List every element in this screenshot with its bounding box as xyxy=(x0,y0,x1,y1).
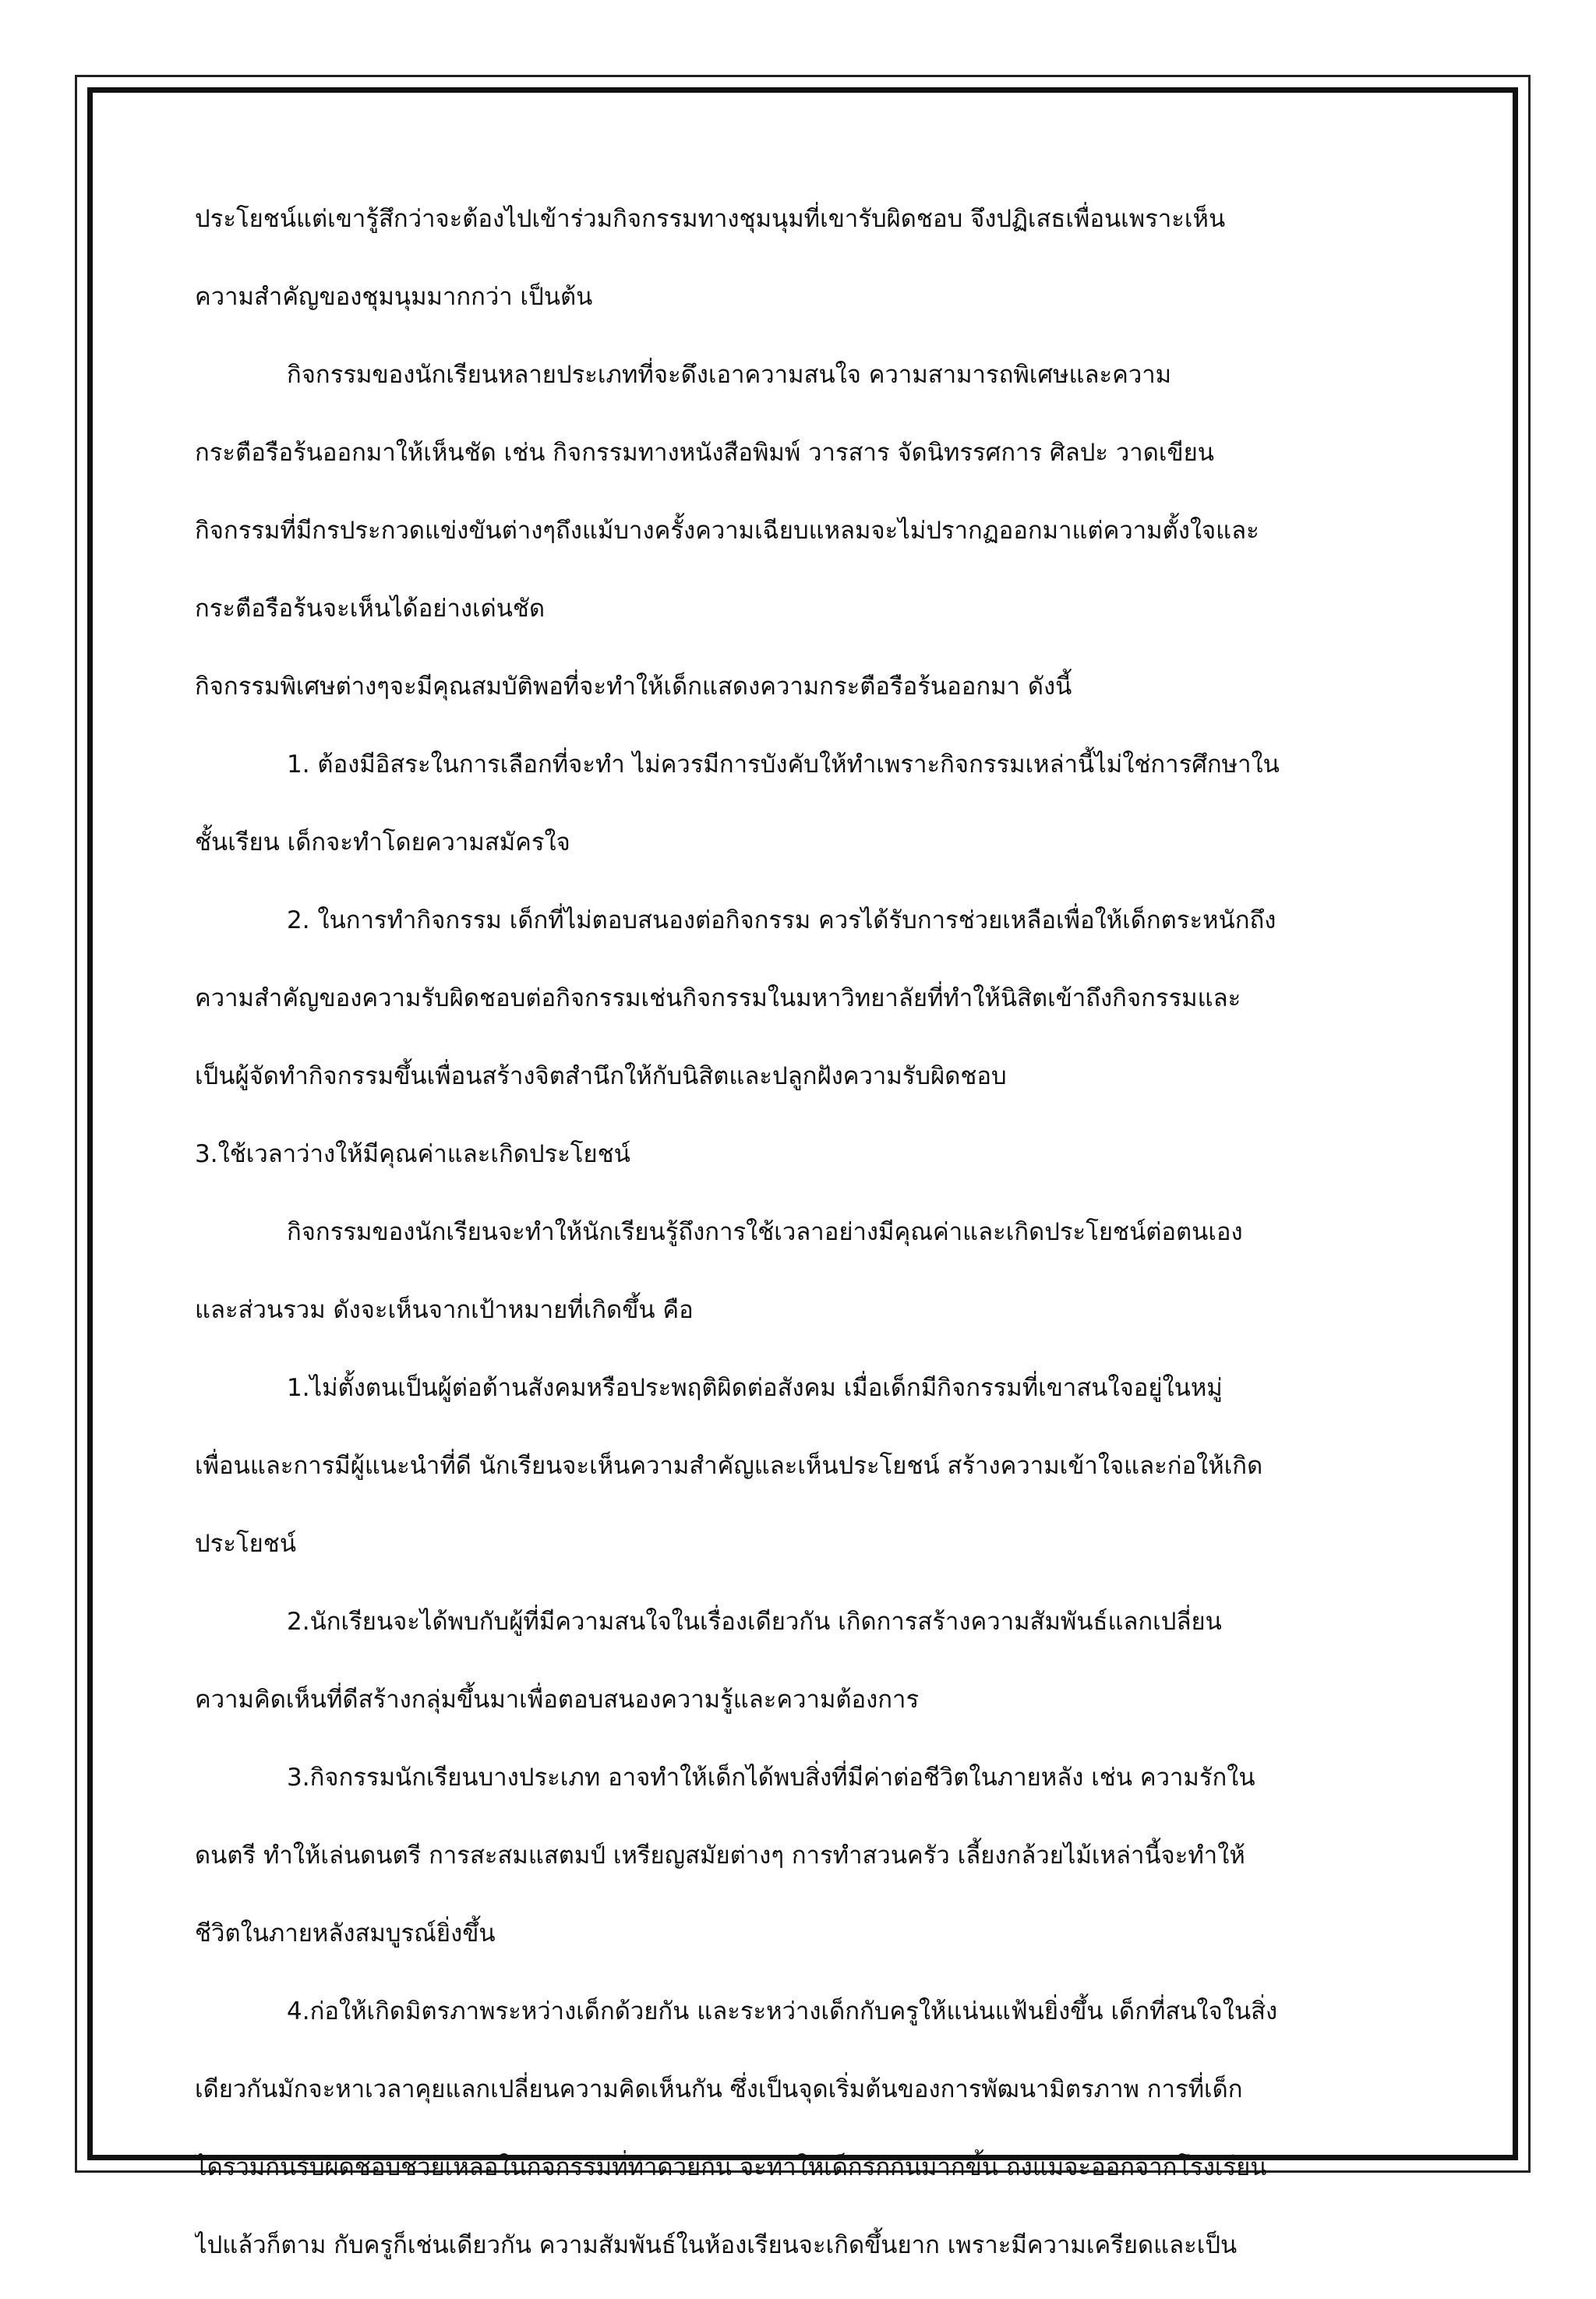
text-line: กระตือรือร้นออกมาให้เห็นชัด เช่น กิจกรรมทางหนังสือพิมพ์ วารสาร จัดนิทรรศการ ศิลปะ วาดเขียน xyxy=(195,439,1214,467)
text-line: ความคิดเห็นที่ดีสร้างกลุ่มขึ้นมาเพื่อตอบสนองความรู้และความต้องการ xyxy=(195,1686,920,1714)
text-line: ความสำคัญของความรับผิดชอบต่อกิจกรรมเช่นกิจกรรมในมหาวิทยาลัยที่ทำให้นิสิตเข้าถึงกิจกรรมและ xyxy=(195,984,1241,1012)
document-body xyxy=(195,195,1411,2299)
text-line: กิจกรรมพิเศษต่างๆจะมีคุณสมบัติพอที่จะทำให้เด็กแสดงความกระตือรือร้นออกมา ดังนี้ xyxy=(195,673,1072,701)
text-line: และส่วนรวม ดังจะเห็นจากเป้าหมายที่เกิดขึ้น คือ xyxy=(195,1296,694,1324)
text-line: เป็นผู้จัดทำกิจกรรมขึ้นเพื่อนสร้างจิตสำนึกให้กับนิสิตและปลูกฝังความรับผิดชอบ xyxy=(195,1062,1007,1090)
text-line: ชีวิตในภายหลังสมบูรณ์ยิ่งขึ้น xyxy=(195,1919,496,1948)
text-line: ดนตรี ทำให้เล่นดนตรี การสะสมแสตมป์ เหรียญสมัยต่างๆ การทำสวนครัว เลี้ยงกล้วยไม้เหล่านี้จะทำให้ xyxy=(195,1842,1245,1870)
text-line: กิจกรรมที่มีกรประกวดแข่งขันต่างๆถึงแม้บางครั้งความเฉียบแหลมจะไม่ปรากฏออกมาแต่ความตั้งใจและ xyxy=(195,517,1259,545)
text-line: 1. ต้องมีอิสระในการเลือกที่จะทำ ไม่ควรมีการบังคับให้ทำเพราะกิจกรรมเหล่านี้ไม่ใช่การศึกษาใน xyxy=(287,750,1280,779)
text-line: 1.ไม่ตั้งตนเป็นผู้ต่อต้านสังคมหรือประพฤติผิดต่อสังคม เมื่อเด็กมีกิจกรรมที่เขาสนใจอยู่ในหมู่ xyxy=(287,1374,1223,1402)
text-line: 2. ในการทำกิจกรรม เด็กที่ไม่ตอบสนองต่อกิจกรรม ควรได้รับการช่วยเหลือเพื่อให้เด็กตระหนักถึง xyxy=(287,906,1276,934)
text-line: 4.ก่อให้เกิดมิตรภาพระหว่างเด็กด้วยกัน และระหว่างเด็กกับครูให้แน่นแฟ้นยิ่งขึ้น เด็กที่สนใจในสิ่ง xyxy=(287,1997,1278,2025)
text-line: ไปแล้วก็ตาม กับครูก็เช่นเดียวกัน ความสัมพันธ์ในห้องเรียนจะเกิดขึ้นยาก เพราะมีความเครียดและเป็น xyxy=(195,2231,1238,2259)
text-line: กระตือรือร้นจะเห็นได้อย่างเด่นชัด xyxy=(195,595,546,623)
text-line: ความสำคัญของชุมนุมมากกว่า เป็นต้น xyxy=(195,283,593,311)
text-line: 3.ใช้เวลาว่างให้มีคุณค่าและเกิดประโยชน์ xyxy=(195,1140,630,1168)
text-line: 3.กิจกรรมนักเรียนบางประเภท อาจทำให้เด็กได้พบสิ่งที่มีค่าต่อชีวิตในภายหลัง เช่น ความรักใน xyxy=(287,1764,1255,1792)
text-line: เพื่อนและการมีผู้แนะนำที่ดี นักเรียนจะเห็นความสำคัญและเห็นประโยชน์ สร้างความเข้าใจและก่อให้เกิด xyxy=(195,1452,1263,1480)
text-line: ชั้นเรียน เด็กจะทำโดยความสมัครใจ xyxy=(195,828,570,856)
text-line: ได้ร่วมกันรับผิดชอบช่วยเหลือในกิจกรรมที่ทำด้วยกัน จะทำให้เด็กรักกันมากขึ้น ถึงแม้จะออกจากโรงเรียน xyxy=(195,2153,1267,2181)
text-line: ประโยชน์แต่เขารู้สึกว่าจะต้องไปเข้าร่วมกิจกรรมทางชุมนุมที่เขารับผิดชอบ จึงปฏิเสธเพื่อนเพราะเห็น xyxy=(195,205,1226,233)
text-line: เดียวกันมักจะหาเวลาคุยแลกเปลี่ยนความคิดเห็นกัน ซึ่งเป็นจุดเริ่มต้นของการพัฒนามิตรภาพ การที่เด็ก xyxy=(195,2075,1243,2103)
text-line: 2.นักเรียนจะได้พบกับผู้ที่มีความสนใจในเรื่องเดียวกัน เกิดการสร้างความสัมพันธ์แลกเปลี่ยน xyxy=(287,1608,1222,1636)
text-line: กิจกรรมของนักเรียนจะทำให้นักเรียนรู้ถึงการใช้เวลาอย่างมีคุณค่าและเกิดประโยชน์ต่อตนเอง xyxy=(287,1218,1243,1246)
text-line: ประโยชน์ xyxy=(195,1530,297,1558)
text-line: กิจกรรมของนักเรียนหลายประเภทที่จะดึงเอาความสนใจ ความสามารถพิเศษและความ xyxy=(287,361,1172,389)
